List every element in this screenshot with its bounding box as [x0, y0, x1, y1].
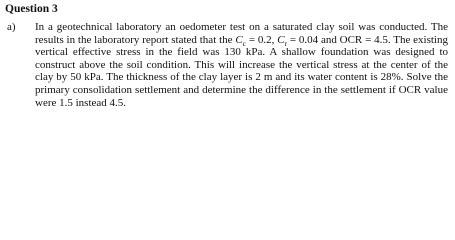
compression-index-value: = 0.2,: [246, 33, 278, 46]
part-label: a): [7, 21, 16, 33]
question-text-rest: = 0.04 and OCR = 4.5. The existing vertical effective stress in the field was 130 kPa. A shallow foundation was designed to construct above the soil condition. This will increase the vertical stress at the center of the clay by 50 kPa. The thickness of the clay layer is 2 m and its water content is 28%. Solve the primary consolidation settlement and determine the difference in the settlement if OCR value were 1.5 instead 4.5.: [35, 33, 448, 109]
question-text-intro: In a geotechnical laboratory an oedometer test on a saturated clay soil was conducted. The results in the laboratory report stated that the: [35, 21, 448, 46]
recompression-index-subscript: r: [284, 38, 288, 48]
question-heading: Question 3: [5, 3, 58, 15]
question-text: [35, 21, 448, 109]
compression-index-symbol: C: [235, 33, 243, 46]
recompression-index-symbol: C: [277, 33, 285, 46]
compression-index-subscript: c: [242, 38, 247, 48]
